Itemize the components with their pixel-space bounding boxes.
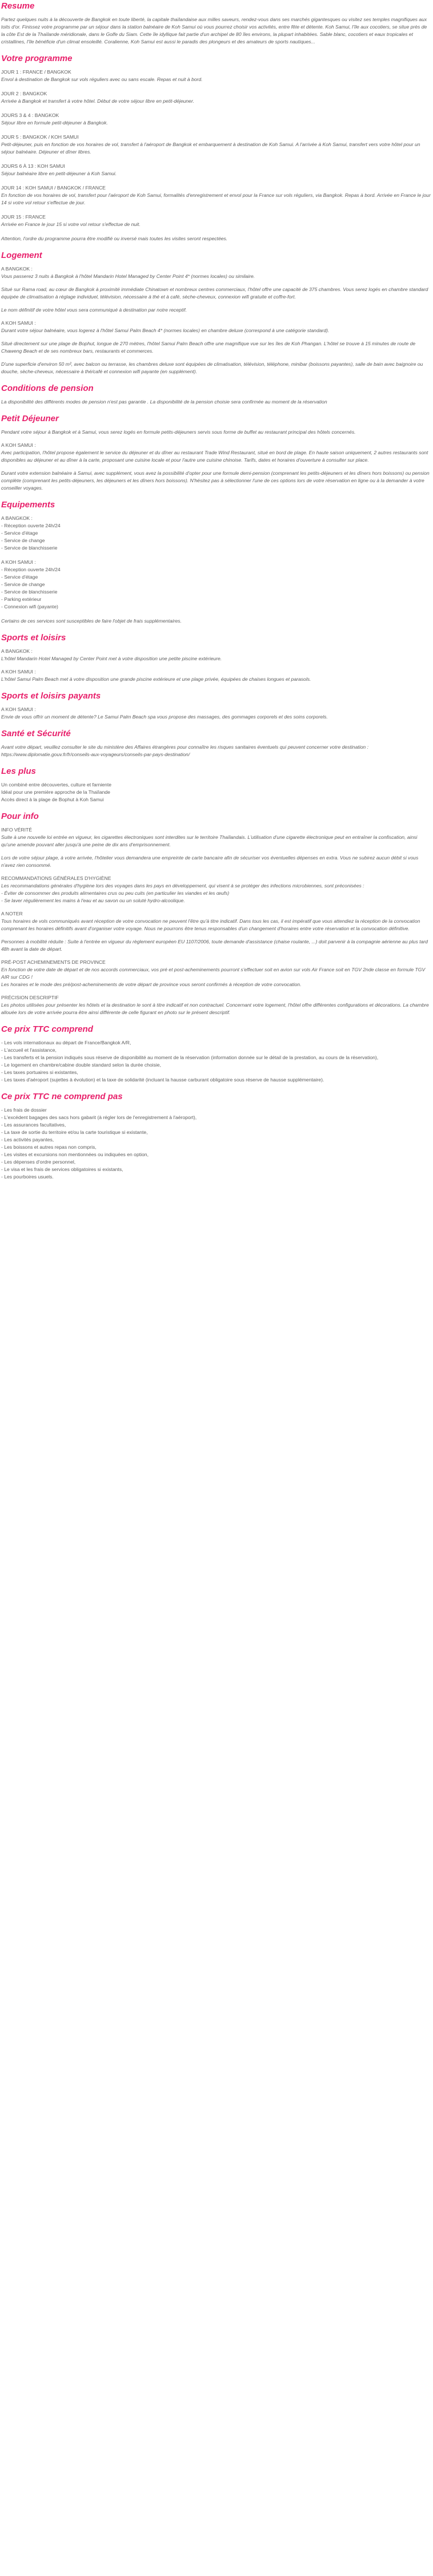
programme-day	[1, 163, 432, 177]
programme-days	[1, 68, 432, 228]
programme-note: Attention, l'ordre du programme pourra être modifié ou inversé mais toutes les visites seront respectées.	[1, 236, 228, 241]
logement-bangkok-desc: Situé sur Rama road, au cœur de Bangkok à proximité immédiate Chinatown et nombreux centres commerciaux, l'hôtel offre une capacité de 375 chambres. Vous serez logés en chambre standard équipée de climatisation à réglage individuel, télévision, nécessaire à thé et à café, sèche-cheveux, connexion wifi gratuite et coffre-fort.	[1, 286, 428, 300]
info-hygiene-label: RECOMMANDATIONS GÉNÉRALES D'HYGIÈNE	[1, 875, 111, 881]
loisirs-payants-samui-label: A KOH SAMUI :	[1, 706, 36, 712]
section-title-loisirs-payants: Sports et loisirs payants	[1, 691, 101, 701]
day-text: Arrivée en France le jour 15 si votre vol retour s'effectue de nuit.	[1, 221, 141, 227]
list-item: - Connexion wifi (payante)	[1, 604, 58, 609]
dejeuner-samui-label: A KOH SAMUI :	[1, 442, 36, 448]
equipements-bangkok-label: A BANGKOK :	[1, 515, 33, 521]
section-title-equipements: Equipements	[1, 500, 55, 510]
day-text: Arrivée à Bangkok et transfert à votre hôtel. Début de votre séjour libre en petit-déjeuner.	[1, 98, 194, 104]
info-vigilance-label: INFO VÉRITÉ	[1, 827, 32, 833]
section-title-programme: Votre programme	[1, 54, 73, 63]
loisirs-samui-label: A KOH SAMUI :	[1, 669, 36, 675]
day-text: Séjour libre en formule petit-déjeuner à Bangkok.	[1, 120, 108, 126]
list-item: - Les taxes portuaires si existantes,	[1, 1069, 78, 1075]
info-vigilance-text: Suite à une nouvelle loi entrée en vigueur, les cigarettes électroniques sont interdites sur le territoire Thaïlandais. L'utilisation d'une cigarette électronique peut en entraîner la confiscation, ainsi qu'une amende pouvant aller jusqu'à une peine de dix ans d'emprisonnement.	[1, 834, 418, 847]
list-item: - Les activités payantes,	[1, 1137, 54, 1142]
logement-samui-label: A KOH SAMUI :	[1, 320, 36, 326]
pension-text: La disponibilité des différents modes de pension n'est pas garantie . La disponibilité de la pension choisie sera confirmée au moment de la réservation	[1, 399, 327, 405]
logement-note: Le nom définitif de votre hôtel vous sera communiqué à destination par notre receptif.	[1, 307, 187, 313]
list-item: - Service d'étage	[1, 530, 38, 536]
prix-compris-list	[1, 1039, 432, 1084]
section-title-prix-non-compris: Ce prix TTC ne comprend pas	[1, 1092, 123, 1101]
section-title-pension: Conditions de pension	[1, 383, 94, 393]
section-title-logement: Logement	[1, 251, 42, 260]
dejeuner-p1: Pendant votre séjour à Bangkok et à Samui, vous serez logés en formule petits-déjeuners servis sous forme de buffet au restaurant principal des hôtels concernés.	[1, 429, 356, 435]
list-item: - L'excédent bagages des sacs hors gabarit (à régler lors de l'enregistrement à l'aéroport),	[1, 1115, 197, 1120]
list-item: - Service d'étage	[1, 574, 38, 580]
list-item: - Les dépenses d'ordre personnel,	[1, 1159, 76, 1165]
programme-day	[1, 184, 432, 207]
logement-bangkok-label: A BANGKOK :	[1, 266, 33, 272]
resume-text: Partez quelques nuits à la découverte de Bangkok en toute liberté, la capitale thaïlandaise aux milles saveurs, rendez-vous dans ses marchés gigantesques ou visitez ses temples magnifiques aux toits d'or. Finissez votre programme par un séjour dans la station balnéaire de Koh Samui où vous pourrez choisir vos activités, entre fête et détente. Koh Samui, l'île aux cocotiers, se situe près de la côte Est de la Thaïlande méridionale, dans le Golfe du Siam. Cette île idyllique fait partie d'un archipel de 80 îles environs, la plupart inhabitées. Sable blanc, cocotiers et eaux tropicales et cristallines, l'île bénéficie d'un climat ensoleillé. Coralienne, Koh Samui est aussi le paradis des plongeurs et des amateurs de sports nautiques...	[1, 17, 427, 45]
section-title-plus: Les plus	[1, 766, 36, 776]
list-item: - Le logement en chambre/cabine double standard selon la durée choisie,	[1, 1062, 161, 1068]
list-item: - Service de change	[1, 582, 45, 587]
section-title-info: Pour info	[1, 811, 39, 821]
list-item: - Les assurances facultatives,	[1, 1122, 66, 1128]
list-item: Accès direct à la plage de Bophut à Koh Samui	[1, 797, 104, 802]
day-heading: JOUR 2 : BANGKOK	[1, 91, 47, 96]
list-item: - Les vols internationaux au départ de France/Bangkok A/R,	[1, 1040, 131, 1045]
day-heading: JOURS 3 & 4 : BANGKOK	[1, 112, 59, 118]
day-text: En fonction de vos horaires de vol, transfert pour l'aéroport de Koh Samui, formalités d'enregistrement et envol pour la France sur vols réguliers, via Bangkok. Repas à bord. Arrivée en France le jour 14 si votre vol retour s'effectue de jour.	[1, 192, 431, 205]
list-item: - Service de blanchisserie	[1, 589, 58, 595]
equipements-note: Certains de ces services sont susceptibles de faire l'objet de frais supplémentaires.	[1, 618, 182, 624]
day-heading: JOUR 5 : BANGKOK / KOH SAMUI	[1, 134, 79, 140]
loisirs-samui-text: L'hôtel Samui Palm Beach met à votre disposition une grande piscine extérieure et une plage privée, équipées de chaises longues et parasols.	[1, 676, 311, 682]
section-title-dejeuner: Petit Déjeuner	[1, 414, 59, 423]
list-item: - Les frais de dossier	[1, 1107, 47, 1113]
programme-day	[1, 68, 432, 83]
day-heading: JOURS 6 À 13 : KOH SAMUI	[1, 163, 65, 169]
info-mobility-text: Personnes à mobilité réduite : Suite à l'entrée en vigueur du règlement européen EU 1107/2006, toute demande d'assistance (chaise roulante, ...) doit parvenir à la compagnie aérienne au plus tard 48h avant la date de départ.	[1, 939, 428, 952]
info-passport-text: Lors de votre séjour plage, à votre arrivée, l'hôtelier vous demandera une empreinte de carte bancaire afin de sécuriser vos éventuelles dépenses en extra. Vous ne subirez aucun débit si vous n'avez rien consommé.	[1, 855, 419, 868]
day-text: Petit-déjeuner, puis en fonction de vos horaires de vol, transfert à l'aéroport de Bangkok et embarquement à destination de Koh Samui. A l'arrivée à Koh Samui, transfert vers votre hôtel pour un séjour balnéaire. Déjeuner et dîner libres.	[1, 142, 420, 155]
trip-description	[0, 1, 433, 1210]
info-hygiene-text: Les recommandations générales d'hygiène lors des voyages dans les pays en développement, qui visent à se protéger des infections microbiennes, sont préconisées : - Éviter de consommer des produits alimentaires crus ou peu cuits (en particulier les viandes et les œufs) - Se laver régulièrement les mains à l'eau et au savon ou un soluté hydro-alcoolique.	[1, 883, 364, 903]
list-item: - Les visites et excursions non mentionnées ou indiquées en option,	[1, 1152, 149, 1157]
programme-day	[1, 90, 432, 105]
list-item: - Service de change	[1, 538, 45, 543]
info-precision-label: PRÉCISION DESCRIPTIF	[1, 995, 59, 1000]
list-item: - Réception ouverte 24h/24	[1, 523, 61, 528]
info-preroute-text: En fonction de votre date de départ et de nos accords commerciaux, vos pré et post-acheminements pourront s'effectuer soit en avion sur vols Air France soit en TGV 2nde classe en formule TGV AIR sur CDG ! Les horaires et le mode des pré/post-acheminements de votre départ de province vous seront confirmés à réception de votre convocation.	[1, 967, 426, 987]
loisirs-bangkok-label: A BANGKOK :	[1, 648, 33, 654]
programme-day	[1, 112, 432, 127]
section-title-prix-compris: Ce prix TTC comprend	[1, 1024, 93, 1034]
sante-text: Avant votre départ, veuillez consulter le site du ministère des Affaires étrangères pour connaître les risques sanitaires éventuels qui peuvent concerner votre destination : https://www.diplomatie.gouv.fr/fr/conseils-aux-voyageurs/conseils-par-pays-destination/	[1, 744, 368, 757]
day-text: Envol à destination de Bangkok sur vols réguliers avec ou sans escale. Repas et nuit à bord.	[1, 76, 203, 82]
logement-samui-rooms: D'une superficie d'environ 50 m², avec balcon ou terrasse, les chambres deluxe sont équipées de climatisation, télévision, téléphone, minibar (boissons payantes), salle de bain avec baignoire ou douche, sèche-cheveux, nécessaire à thé/café et connexion wifi payante (en supplément).	[1, 361, 423, 374]
logement-samui-text: Durant votre séjour balnéaire, vous logerez à l'hôtel Samui Palm Beach 4* (normes locales) en chambre deluxe (correspond à une catégorie standard).	[1, 328, 330, 333]
programme-day	[1, 134, 432, 156]
section-title-sante: Santé et Sécurité	[1, 729, 71, 738]
list-item: - Service de blanchisserie	[1, 545, 58, 551]
info-note-text: Tous horaires de vols communiqués avant réception de votre convocation ne peuvent l'être qu'à titre indicatif. Dans tous les cas, il est impératif que vous attendiez la réception de la convocation comprenant les horaires définitifs avant d'organiser votre voyage. Nous ne pourrons être tenus responsables d'un changement d'horaires entre votre réservation et la convocation définitive.	[1, 918, 420, 931]
prix-non-compris-list	[1, 1107, 432, 1181]
list-item: - Parking extérieur	[1, 596, 42, 602]
equipements-samui-list	[1, 566, 432, 611]
list-item: - Les pourboires usuels.	[1, 1174, 54, 1180]
list-item: - Réception ouverte 24h/24	[1, 567, 61, 572]
section-title-resume: Resume	[1, 1, 35, 11]
list-item: - Les taxes d'aéroport (sujettes à évolution) et la taxe de solidarité (incluant la hausse carburant obligatoire sous réserve de hausse supplémentaire).	[1, 1077, 324, 1083]
list-item: - L'accueil et l'assistance,	[1, 1047, 57, 1053]
info-precision-text: Les photos utilisées pour présenter les hôtels et la destination le sont à titre indicatif et non contractuel. Concernant votre logement, l'hôtel offre différentes configurations et décorations. La chambre allouée lors de votre arrivée pourra être ainsi différente de celle figurant en photo sur le présent descriptif.	[1, 1002, 429, 1015]
list-item: Un combiné entre découvertes, culture et farniente	[1, 782, 111, 788]
dejeuner-p2: Avec participation, l'hôtel propose également le service du déjeuner et du dîner au restaurant Trade Wind Restaurant, situé en bord de plage. En haute saison uniquement, 2 autres restaurants sont disponibles au déjeuner et au dîner à la carte, proposant une cuisine locale et pour l'autre une cuisine chinoise. Tarifs, dates et horaires d'ouverture à consulter sur place.	[1, 450, 428, 463]
dejeuner-p3: Durant votre extension balnéaire à Samui, avec supplément, vous avez la possibilité d'opter pour une formule demi-pension (comprenant les petits-déjeuners et les dîners hors boissons) ou pension complète (comprenant les petits-déjeuners, les déjeuners et les dîners hors boissons). N'hésitez pas à sélectionner l'une de ces options lors de votre réservation en ligne ou à la demander à votre conseiller voyages.	[1, 470, 430, 491]
list-item: - Les transferts et la pension indiqués sous réserve de disponibilité au moment de la réservation (information donnée sur le détail de la prestation, au cours de la réservation),	[1, 1055, 379, 1060]
day-text: Séjour balnéaire libre en petit-déjeuner à Koh Samui.	[1, 171, 117, 176]
programme-day	[1, 213, 432, 228]
info-preroute-label: PRÉ-POST ACHEMINEMENTS DE PROVINCE	[1, 959, 106, 965]
day-heading: JOUR 14 : KOH SAMUI / BANGKOK / FRANCE	[1, 185, 106, 191]
plus-list	[1, 781, 432, 804]
day-heading: JOUR 1 : FRANCE / BANGKOK	[1, 69, 71, 75]
info-note-label: A NOTER	[1, 911, 23, 916]
list-item: - La taxe de sortie du territoire et/ou la carte touristique si existante,	[1, 1129, 148, 1135]
equipements-samui-label: A KOH SAMUI :	[1, 559, 36, 565]
loisirs-bangkok-text: L'hôtel Mandarin Hotel Managed by Center Point met à votre disposition une petite piscine extérieure.	[1, 656, 222, 661]
list-item: - Le visa et les frais de services obligatoires si existants,	[1, 1166, 123, 1172]
logement-samui-desc: Situé directement sur une plage de Bophut, longue de 270 mètres, l'hôtel Samui Palm Beach offre une magnifique vue sur les îles de Koh Phangan. L'hôtel se trouve à 15 minutes de route de Chaweng Beach et de ses nombreux bars, restaurants et commerces.	[1, 341, 416, 354]
equipements-bangkok-list	[1, 522, 432, 552]
list-item: Idéal pour une première approche de la Thaïlande	[1, 789, 110, 795]
list-item: - Les boissons et autres repas non compris,	[1, 1144, 97, 1150]
loisirs-payants-text: Envie de vous offrir un moment de détente? Le Samui Palm Beach spa vous propose des massages, des gommages corporels et des soins corporels.	[1, 714, 328, 720]
logement-bangkok-text: Vous passerez 3 nuits à Bangkok à l'hôtel Mandarin Hotel Managed by Center Point 4* (normes locales) ou similaire.	[1, 273, 255, 279]
section-title-loisirs: Sports et loisirs	[1, 633, 66, 643]
day-heading: JOUR 15 : FRANCE	[1, 214, 46, 220]
